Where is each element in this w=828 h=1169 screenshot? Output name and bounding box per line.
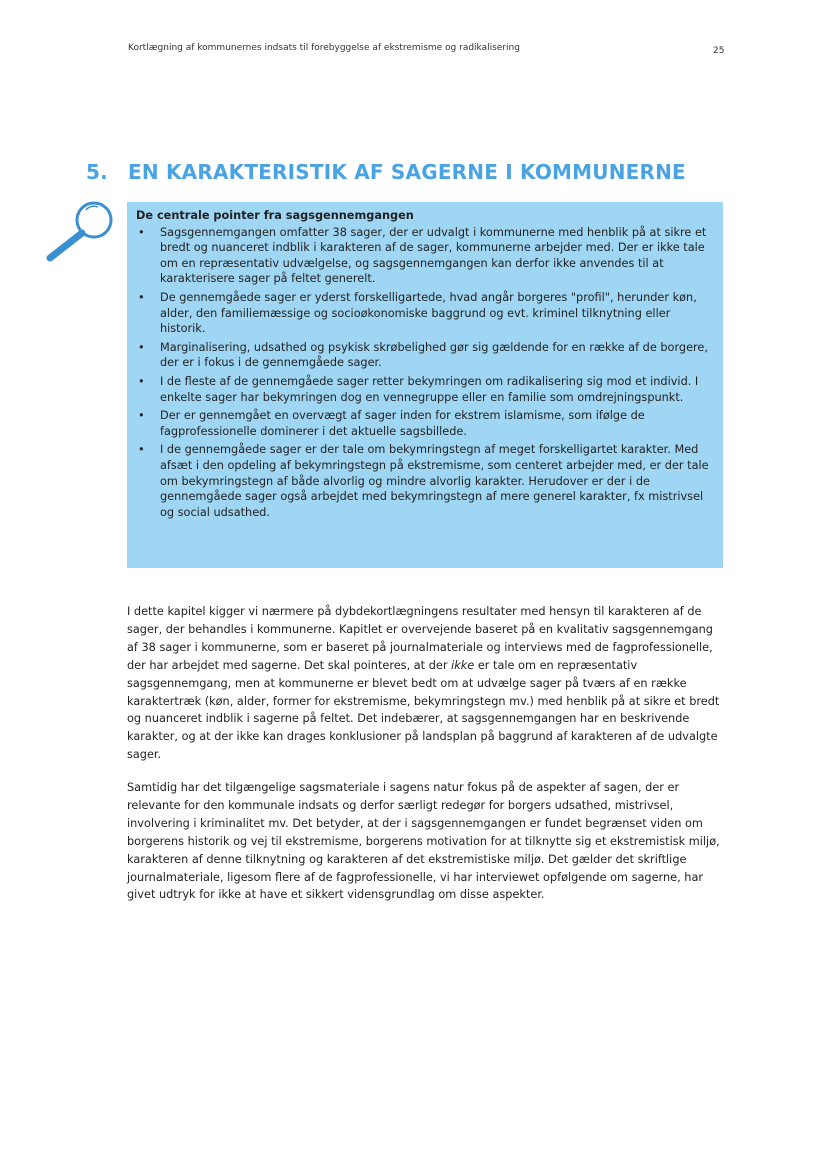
body-paragraph-1	[127, 603, 723, 764]
paragraph-2-text: Samtidig har det tilgængelige sagsmateriale i sagens natur fokus på de aspekter af sagen, der er relevante for den kommunale indsats og derfor særligt redegør for borgers udsathed, mistrivsel, involvering i kriminalitet mv. Det betyder, at der i sagsgennemgangen er fundet begrænset viden om borgerens historik og vej til ekstremisme, borgerens motivation for at tilknytte sig et ekstremistisk miljø, karakteren af denne tilknytning og karakteren af det ekstremistiske miljø. Det gælder det skriftlige journalmateriale, ligesom flere af de fagprofessionelle, vi har interviewet opfølgende om sagerne, har givet udtryk for ikke at have et sikkert vidensgrundlag om disse aspekter.	[127, 781, 720, 902]
key-points-list	[136, 225, 713, 521]
key-point-5: • Der er gennemgået en overvægt af sager inden for ekstrem islamisme, som ifølge de fagprofessionelle dominerer i det aktuelle sagsbillede.	[136, 408, 713, 439]
page-number: 25	[713, 46, 725, 56]
chapter-title: EN KARAKTERISTIK AF SAGERNE I KOMMUNERNE	[128, 160, 686, 184]
paragraph-1-text-b: er tale om en repræsentativ sagsgennemgang, men at kommunerne er blevet bedt om at udvælge sager på tværs af en række karaktertræk (køn, alder, former for ekstremisme, bekymringstegn mv.) med henblik på at sikre et bredt og nuanceret indblik i sagerne på feltet. Det indebærer, at sagsgennemgangen har en beskrivende karakter, og at der ikke kan drages konklusioner på landsplan på baggrund af karakteren af de udvalgte sager.	[127, 658, 720, 762]
key-point-3: • Marginalisering, udsathed og psykisk skrøbelighed gør sig gældende for en række af de borgere, der er i fokus i de gennemgåede sager.	[136, 340, 713, 371]
chapter-number: 5.	[86, 160, 108, 184]
running-header: Kortlægning af kommunernes indsats til forebyggelse af ekstremisme og radikalisering	[128, 43, 520, 53]
key-points-box	[127, 202, 723, 568]
key-point-1: • Sagsgennemgangen omfatter 38 sager, der er udvalgt i kommunerne med henblik på at sikre et bredt og nuanceret indblik i karakteren af de sager, kommunerne arbejder med. Der er ikke tale om en repræsentativ udvælgelse, og sagsgennemgangen kan derfor ikke anvendes til at karakterisere sager på feltet generelt.	[136, 225, 713, 287]
chapter-heading	[86, 160, 686, 184]
key-point-4: • I de fleste af de gennemgåede sager retter bekymringen om radikalisering sig mod et individ. I enkelte sager har bekymringen dog en vennegruppe eller en familie som omdrejningspunkt.	[136, 374, 713, 405]
paragraph-1-emphasis: ikke	[451, 658, 475, 672]
key-point-6: • I de gennemgåede sager er der tale om bekymringstegn af meget forskelligartet karakter. Med afsæt i den opdeling af bekymringstegn på ekstremisme, som centeret arbejder med, er der tale om bekymringstegn af både alvorlig og mindre alvorlig karakter. Herudover er der i de gennemgåede sager også arbejdet med bekymringstegn af mere generel karakter, fx mistrivsel og social udsathed.	[136, 442, 713, 520]
body-paragraph-2	[127, 779, 723, 904]
magnifying-glass-icon	[42, 198, 120, 264]
key-point-2: • De gennemgåede sager er yderst forskelligartede, hvad angår borgeres "profil", herunder køn, alder, den familiemæssige og socioøkonomiske baggrund og evt. kriminel tilknytning eller historik.	[136, 290, 713, 337]
paragraph-1-text-a: I dette kapitel kigger vi nærmere på dybdekortlægningens resultater med hensyn til karakteren af de sager, der behandles i kommunerne. Kapitlet er overvejende baseret på en kvalitativ sagsgennemgang af 38 sager i kommunerne, som er baseret på journalmateriale og interviews med de fagprofessionelle, der har arbejdet med sagerne. Det skal pointeres, at der	[127, 605, 713, 672]
key-points-title: De centrale pointer fra sagsgennemgangen	[136, 209, 414, 222]
